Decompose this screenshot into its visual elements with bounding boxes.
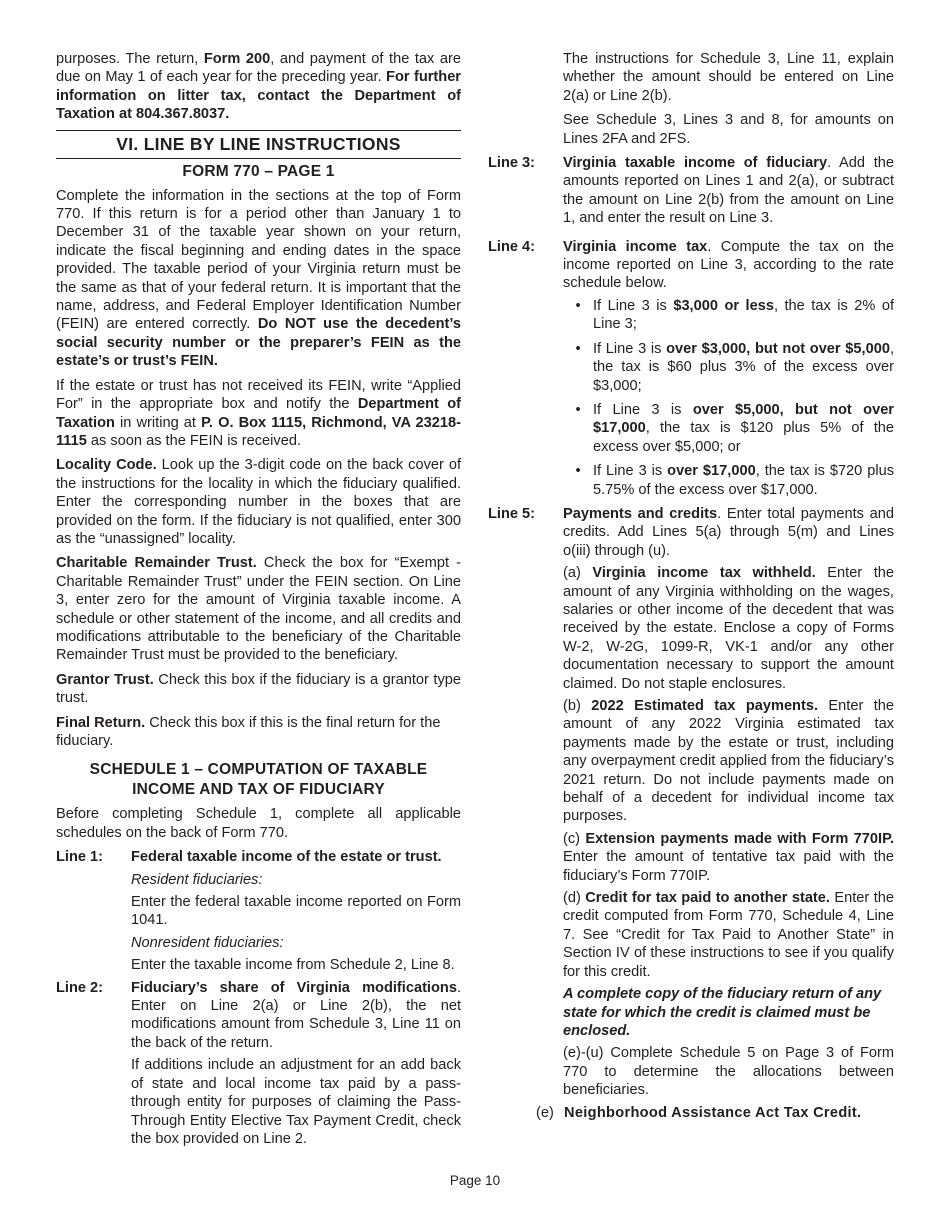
- page-number: Page 10: [449, 1173, 501, 1188]
- item-a: (a) Virginia income tax withheld. Enter the amount of any Virginia withholding on the wages, salaries or other income of the decedent that was received by the estate. Enclose a copy of Forms W-2, W-2G, 1099-R, VK-1 and/or any other documentation necessary to support the amount claimed. Do not staple enclosures.: [563, 565, 895, 692]
- line-2-passthrough: If additions include an adjustment for an add back of state and local income tax paid by a pass-through entity for purposes of claiming the Pass-Through Entity Elective Tax Payment Credit, check the box provided on Line 2.: [131, 1057, 461, 1147]
- line-2-text: Fiduciary’s share of Virginia modifications. Enter on Line 2(a) or Line 2(b), the net modifications amount from Schedule 3, Line 11 on the back of the return.: [131, 979, 461, 1051]
- left-column: [56, 50, 461, 1152]
- nonresident-label: Nonresident fiduciaries:: [131, 934, 284, 951]
- line-5-text: Payments and credits. Enter total payments and credits. Add Lines 5(a) through 5(m) and Lines o(iii) through (u).: [563, 505, 894, 559]
- rate-bullet: • If Line 3 is over $5,000, but not over $17,000, the tax is $120 plus 5% of the excess over $5,000; or: [563, 401, 894, 456]
- line-4-text: Virginia income tax. Compute the tax on the income reported on Line 3, according to the rate schedule below.: [563, 238, 894, 292]
- right-column: [488, 50, 894, 1122]
- item-e-title: Neighborhood Assistance Act Tax Credit.: [564, 1104, 862, 1121]
- line-3-label: Line 3:: [488, 155, 536, 172]
- rate-bullet: • If Line 3 is over $17,000, the tax is $720 plus 5.75% of the excess over $17,000.: [563, 462, 894, 499]
- schedule3-note: The instructions for Schedule 3, Line 11, explain whether the amount should be entered on Line 2(a) or Line 2(b).: [563, 51, 894, 104]
- nonresident-text: Enter the taxable income from Schedule 2, Line 8.: [131, 957, 455, 974]
- fein-paragraph: If the estate or trust has not received its FEIN, write “Applied For” in the appropriate box and notify the Department of Taxation in writing at P. O. Box 1115, Richmond, VA 23218-1115 as soon as the FEIN is received.: [56, 377, 462, 449]
- line-5: [488, 505, 894, 1104]
- line-3-text: Virginia taxable income of fiduciary. Add the amounts reported on Lines 1 and 2(a), or subtract the amount on Line 2(b) from the amount on Line 1, and enter the result on Line 3.: [563, 155, 894, 227]
- charitable-trust-paragraph: Charitable Remainder Trust. Check the box for “Exempt - Charitable Remainder Trust” under the FEIN section. On Line 3, enter zero for the amount of Virginia taxable income. A schedule or other statement of the income, and all credits and modifications attributable to the beneficiary of the Charitable Remainder Trust must be provided to the beneficiary.: [56, 555, 461, 664]
- bullet-icon: •: [575, 297, 581, 314]
- schedule-title: SCHEDULE 1 – COMPUTATION OF TAXABLE INCOME AND TAX OF FIDUCIARY: [89, 761, 428, 798]
- line-1: [56, 848, 461, 978]
- line-2-label: Line 2:: [56, 979, 104, 996]
- resident-text: Enter the federal taxable income reported on Form 1041.: [131, 894, 461, 929]
- line-4: [488, 238, 894, 505]
- lines-2fa-2fs-note: See Schedule 3, Lines 3 and 8, for amounts on Lines 2FA and 2FS.: [563, 112, 894, 147]
- line-1-title: Federal taxable income of the estate or trust.: [131, 849, 442, 866]
- line-3: [488, 154, 894, 232]
- line-5-label: Line 5:: [488, 505, 536, 522]
- rate-bullet: • If Line 3 is $3,000 or less, the tax is 2% of Line 3;: [563, 297, 894, 334]
- bullet-icon: •: [575, 401, 581, 418]
- item-b: (b) 2022 Estimated tax payments. Enter the amount of any 2022 Virginia estimated tax payments made by the estate or trust, including any overpayment credit applied from the fiduciary’s 2021 return. Do not include payments made on behalf of a decedent for individual income tax purposes.: [563, 698, 895, 825]
- line-1-label: Line 1:: [56, 849, 104, 866]
- locality-code-paragraph: Locality Code. Look up the 3-digit code on the back cover of the instructions for the locality in which the fiduciary qualified. Enter the corresponding number in the boxes that are provided on the form. If the fiduciary is not qualified, enter 300 as the “unassigned” locality.: [56, 457, 461, 547]
- line-2: [56, 979, 461, 1153]
- item-d: (d) Credit for tax paid to another state. Enter the credit computed from Form 770, Schedule 4, Line 7. See “Credit for Tax Paid to Another State” in Section IV of these instructions to see if you qualify for this credit.: [563, 890, 894, 980]
- resident-label: Resident fiduciaries:: [131, 871, 263, 888]
- final-return-paragraph: Final Return. Check this box if this is the final return for the fiduciary.: [56, 714, 441, 749]
- line-4-label: Line 4:: [488, 238, 536, 255]
- rate-bullet: • If Line 3 is over $3,000, but not over $5,000, the tax is $60 plus 3% of the excess over $3,000;: [563, 340, 894, 395]
- form-title: FORM 770 – PAGE 1: [182, 162, 335, 180]
- grantor-trust-paragraph: Grantor Trust. Check this box if the fiduciary is a grantor type trust.: [56, 671, 461, 707]
- bullet-icon: •: [575, 340, 581, 357]
- bullet-icon: •: [575, 463, 581, 480]
- header-info-paragraph: Complete the information in the sections at the top of Form 770. If this return is for a period other than January 1 to December 31 of the taxable year shown on your return, indicate the fiscal beginning and ending dates in the space provided. The taxable period of your Virginia return must be the same as that of your federal return. It is important that the name, address, and Federal Employer Identification Number (FEIN) are entered correctly. Do NOT use the decedent’s social security number or the preparer’s FEIN as the estate’s or trust’s FEIN.: [56, 187, 461, 370]
- item-c: (c) Extension payments made with Form 770IP. Enter the amount of tentative tax paid with the fiduciary’s Form 770IP.: [563, 830, 894, 884]
- item-e: [488, 1104, 894, 1122]
- enclosure-note: A complete copy of the fiduciary return of any state for which the credit is claimed must be enclosed.: [563, 986, 882, 1039]
- item-e-u: (e)-(u) Complete Schedule 5 on Page 3 of Form 770 to determine the allocations between beneficiaries.: [563, 1045, 894, 1099]
- intro-paragraph: purposes. The return, Form 200, and payment of the tax are due on May 1 of each year for the preceding year. For further information on litter tax, contact the Department of Taxation at 804.367.8037.: [56, 51, 462, 123]
- schedule-intro: Before completing Schedule 1, complete all applicable schedules on the back of Form 770.: [56, 806, 461, 841]
- item-e-label: (e): [536, 1104, 554, 1121]
- section-title: VI. LINE BY LINE INSTRUCTIONS: [56, 130, 461, 159]
